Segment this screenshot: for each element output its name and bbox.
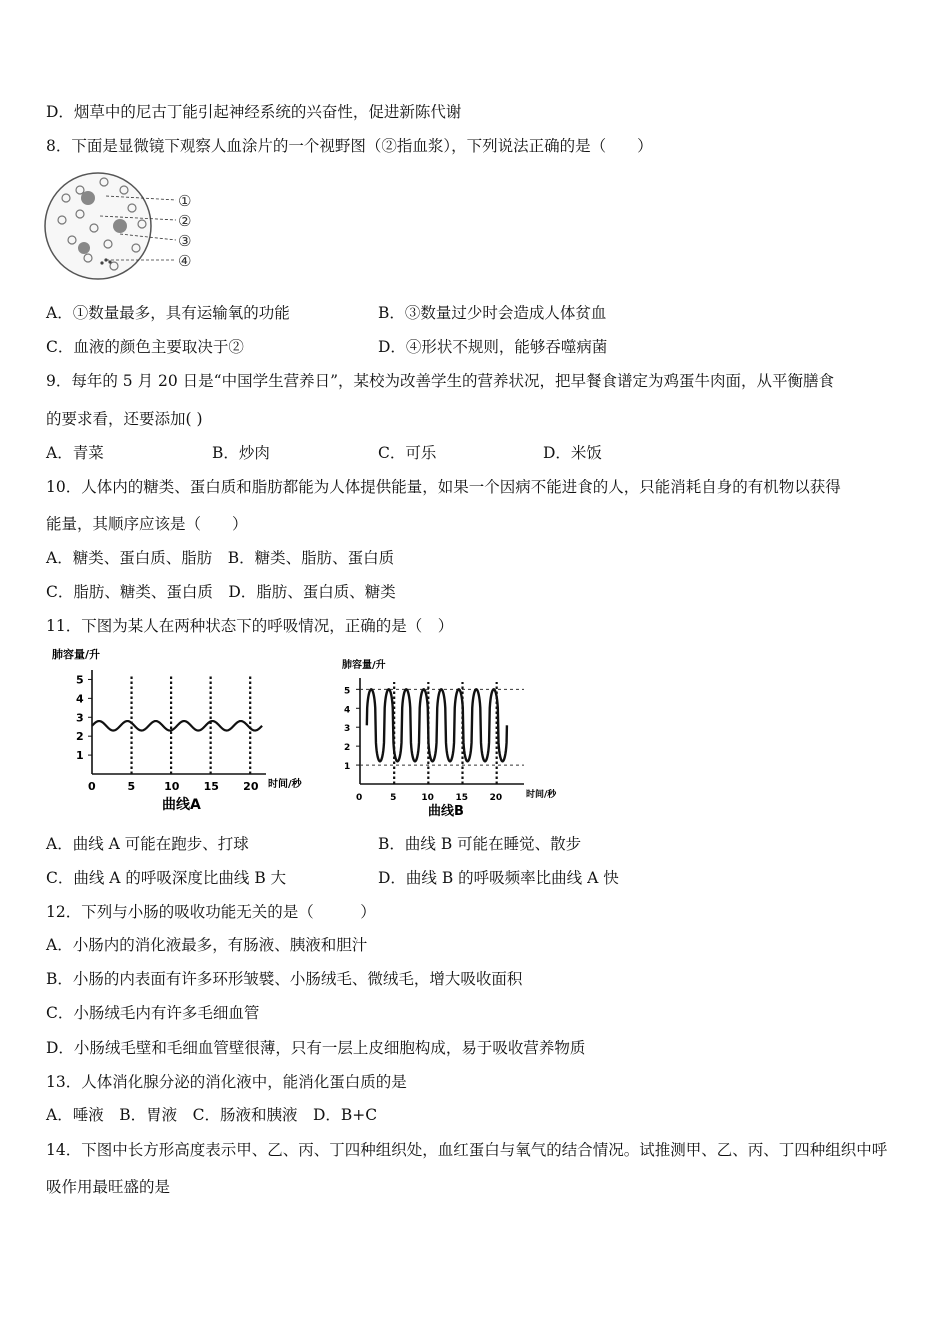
platelet (100, 261, 103, 264)
breathing-curve (367, 689, 507, 761)
chart-a-title: 曲线A (162, 797, 201, 813)
q9-option-d: D．米饭 (543, 444, 602, 462)
white-blood-cell (113, 219, 127, 233)
q8-option-a: A．①数量最多，具有运输氧的功能 (46, 304, 290, 322)
x-tick-label: 0 (356, 793, 363, 803)
x-tick-label: 10 (421, 793, 434, 803)
q7-option-d: D．烟草中的尼古丁能引起神经系统的兴奋性，促进新陈代谢 (46, 103, 462, 121)
y-tick-label: 2 (344, 743, 351, 754)
chart-b-title: 曲线B (428, 804, 464, 819)
q10-stem-2: 能量，其顺序应该是（ ） (46, 515, 248, 533)
q11-option-b: B．曲线 B 可能在睡觉、散步 (378, 835, 582, 853)
chart-b-ylabel: 肺容量/升 (342, 660, 386, 671)
q9-stem-2: 的要求看，还要添加( ) (46, 410, 203, 428)
y-tick-label: 5 (344, 686, 351, 697)
y-tick-label: 2 (76, 730, 84, 744)
q10-options-cd: C．脂肪、糖类、蛋白质 D．脂肪、蛋白质、糖类 (46, 583, 396, 601)
y-tick-label: 5 (76, 673, 84, 687)
y-tick-label: 3 (344, 724, 351, 735)
q12-option-a: A．小肠内的消化液最多，有肠液、胰液和胆汁 (46, 936, 368, 954)
chart-a-ylabel: 肺容量/升 (52, 648, 101, 661)
q10-options-ab: A．糖类、蛋白质、脂肪 B．糖类、脂肪、蛋白质 (46, 549, 395, 567)
q12-option-d: D．小肠绒毛壁和毛细血管壁很薄，只有一层上皮细胞构成，易于吸收营养物质 (46, 1039, 586, 1057)
q9-option-a: A．青菜 (46, 444, 104, 462)
q8-stem: 8．下面是显微镜下观察人血涂片的一个视野图（②指血浆），下列说法正确的是（ ） (46, 137, 653, 155)
q14-stem-2: 吸作用最旺盛的是 (46, 1178, 171, 1196)
q13-options: A．唾液 B．胃液 C．肠液和胰液 D．B+C (46, 1106, 378, 1124)
x-tick-label: 15 (455, 793, 469, 803)
q12-stem: 12．下列与小肠的吸收功能无关的是（ ） (46, 903, 376, 921)
y-tick-label: 3 (76, 711, 84, 725)
white-blood-cell (78, 242, 90, 254)
y-tick-label: 4 (76, 692, 84, 706)
x-tick-label: 20 (243, 780, 259, 793)
q12-option-b: B．小肠的内表面有许多环形皱襞、小肠绒毛、微绒毛，增大吸收面积 (46, 970, 523, 988)
q13-stem: 13．人体消化腺分泌的消化液中，能消化蛋白质的是 (46, 1073, 407, 1091)
q9-stem-1: 9．每年的 5 月 20 日是“中国学生营养日”，某校为改善学生的营养状况，把早餐食谱定为鸡蛋牛肉面，从平衡膳食 (46, 372, 835, 390)
label-2: ② (178, 212, 192, 230)
breathing-curve (92, 721, 262, 730)
x-tick-label: 15 (203, 780, 219, 793)
q10-stem-1: 10．人体内的糖类、蛋白质和脂肪都能为人体提供能量，如果一个因病不能进食的人，只能消耗自身的有机物以获得 (46, 478, 841, 496)
q8-option-d: D．④形状不规则，能够吞噬病菌 (378, 338, 608, 356)
q12-option-c: C．小肠绒毛内有许多毛细血管 (46, 1004, 260, 1022)
chart-curve-a (44, 646, 324, 818)
platelet (108, 260, 111, 263)
x-tick-label: 5 (390, 793, 397, 803)
q11-option-d: D．曲线 B 的呼吸频率比曲线 A 快 (378, 869, 619, 887)
label-3: ③ (178, 232, 192, 250)
q11-option-c: C．曲线 A 的呼吸深度比曲线 B 大 (46, 869, 287, 887)
y-tick-label: 1 (344, 762, 351, 773)
label-1: ① (178, 192, 192, 210)
blood-smear-figure (44, 168, 214, 288)
q9-option-c: C．可乐 (378, 444, 437, 462)
chart-b-xlabel: 时间/秒 (526, 790, 557, 800)
white-blood-cell (81, 191, 95, 205)
q11-option-a: A．曲线 A 可能在跑步、打球 (46, 835, 249, 853)
chart-curve-b (338, 656, 578, 822)
y-tick-label: 1 (76, 749, 84, 763)
x-tick-label: 10 (164, 780, 180, 793)
label-4: ④ (178, 252, 192, 270)
chart-a-xlabel: 时间/秒 (268, 779, 302, 790)
x-tick-label: 5 (127, 780, 136, 793)
x-tick-label: 0 (88, 780, 96, 793)
q11-stem: 11．下图为某人在两种状态下的呼吸情况，正确的是（ ） (46, 617, 454, 635)
q8-option-c: C．血液的颜色主要取决于② (46, 338, 244, 356)
q9-option-b: B．炒肉 (212, 444, 270, 462)
q14-stem-1: 14．下图中长方形高度表示甲、乙、丙、丁四种组织处，血红蛋白与氧气的结合情况。试推测甲、乙、丙、丁四种组织中呼 (46, 1141, 888, 1159)
q8-option-b: B．③数量过少时会造成人体贫血 (378, 304, 607, 322)
y-tick-label: 4 (344, 705, 351, 716)
x-tick-label: 20 (489, 793, 503, 803)
